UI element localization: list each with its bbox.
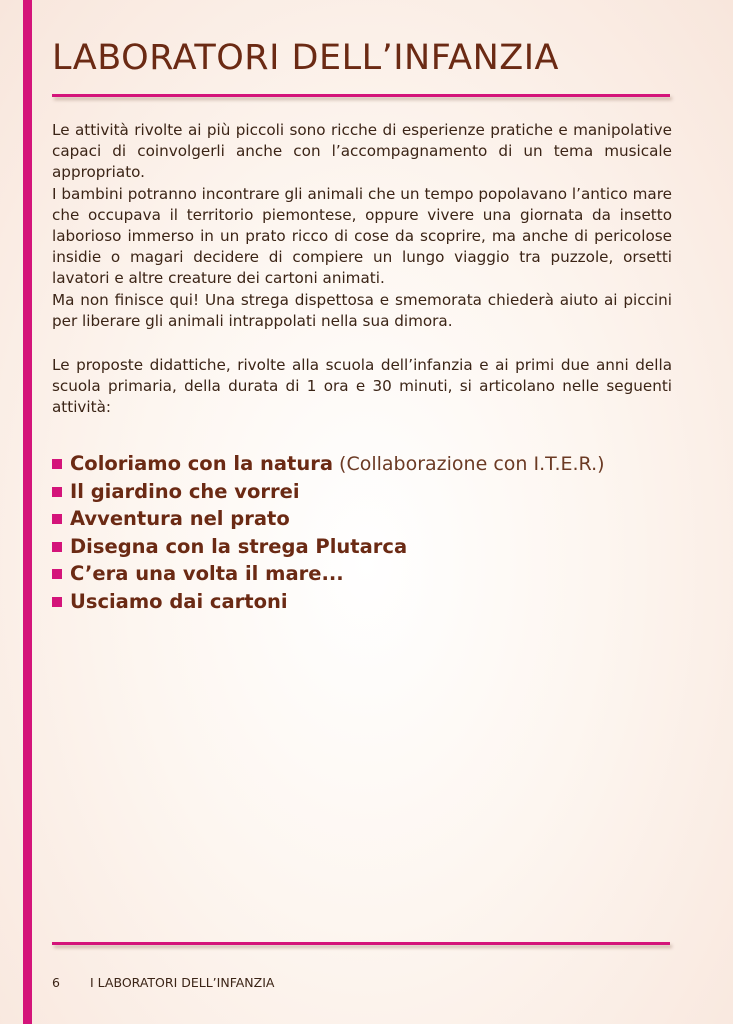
square-bullet-icon xyxy=(52,487,62,497)
page-number: 6 xyxy=(52,975,60,990)
square-bullet-icon xyxy=(52,514,62,524)
square-bullet-icon xyxy=(52,542,62,552)
activity-item xyxy=(52,478,605,506)
activity-label: Il giardino che vorrei xyxy=(70,479,300,503)
activity-label: C’era una volta il mare... xyxy=(70,562,344,585)
page-side-bar xyxy=(23,0,32,1024)
title-divider xyxy=(52,94,670,97)
activity-label: Coloriamo con la natura xyxy=(70,452,334,475)
activity-label: Usciamo dai cartoni xyxy=(70,589,288,613)
square-bullet-icon xyxy=(52,459,62,469)
proposal-paragraph: Le proposte didattiche, rivolte alla scuola dell’infanzia e ai primi due anni della scuola primaria, della durata di 1 ora e 30 minuti, si articolano nelle seguenti attività: xyxy=(52,356,672,417)
intro-paragraph: Ma non finisce qui! Una strega dispettosa e smemorata chiederà aiuto ai piccini per liberare gli animali intrappolati nella sua dimora. xyxy=(52,290,672,330)
activity-item xyxy=(52,560,605,588)
proposal-text xyxy=(52,355,672,419)
activity-label: Avventura nel prato xyxy=(70,507,290,530)
activity-list xyxy=(52,450,605,615)
activity-item xyxy=(52,533,605,561)
intro-paragraph: Le attività rivolte ai più piccoli sono ricche di esperienze pratiche e manipolative capaci di coinvolgerli anche con l’accompagnamento di un tema musicale appropriato. xyxy=(52,121,672,182)
square-bullet-icon xyxy=(52,569,62,579)
square-bullet-icon xyxy=(52,597,62,607)
activity-item xyxy=(52,505,605,533)
footer-section-title: I LABORATORI DELL’INFANZIA xyxy=(90,975,275,990)
activity-label: Disegna con la strega Plutarca xyxy=(70,534,408,558)
intro-text xyxy=(52,120,672,332)
footer-divider xyxy=(52,942,670,945)
page-title: LABORATORI DELL’INFANZIA xyxy=(52,38,559,78)
activity-item xyxy=(52,450,605,478)
activity-item xyxy=(52,588,605,616)
intro-paragraph: I bambini potranno incontrare gli animali che un tempo popolavano l’antico mare che occupava il territorio piemontese, oppure vivere una giornata da insetto laborioso immerso in un prato ricco di cose da scoprire, ma anche di pericolose insidie o magari decidere di compiere un lungo viaggio tra puzzole, orsetti lavatori e altre creature dei cartoni animati. xyxy=(52,184,672,288)
activity-note: (Collaborazione con I.T.E.R.) xyxy=(339,453,605,475)
page-footer xyxy=(52,975,274,990)
